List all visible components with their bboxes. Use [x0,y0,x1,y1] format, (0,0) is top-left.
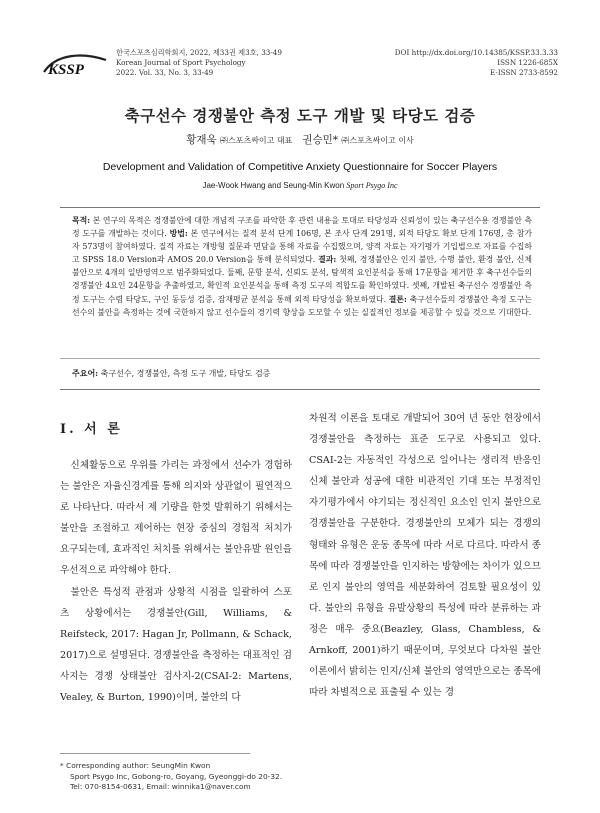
result-text: 첫째, 경쟁불안은 인지 불안, 수행 불안, 환경 불안, 신체 불안으로 4개의 일반영역으로 범주화되었다. 둘째, 문항 분석, 신뢰도 분석, 탐색적 요인분석을 통해 17문항을 제거한 후 축구선수들의 경쟁불안 4요인 24문항을 추출하였고, 확인적 요인분석을 통해 측정 도구의 적합도를 확인하였다. 셋째, 개발된 축구선수 경쟁불안 측정 도구는 수렴 타당도, 구인 동등성 검증, 잠재평균 분석을 통해 외적 타당성을 확보하였다. [72,255,532,304]
footnote [60,761,282,793]
method-text: 본 연구에서는 질적 분석 단계 106명, 본 조사 단계 291명, 외적 타당도 확보 단계 176명, 총 참가자 573명이 참여하였다. 질적 자료는 개방형 질문과 면담을 통해 자료를 수집했으며, 양적 자료는 자기평가 기입법으로 자료를 수집하고 SPSS 18.0 Version과 AMOS 20.0 Version을 통해 분석되었다. [72,229,532,265]
result-label: 결과: [318,255,337,265]
abstract [72,214,532,319]
journal-identifiers [395,48,558,78]
right-paragraph: 차원적 이론을 토대로 개발되어 30여 년 동안 현장에서 경쟁불안을 측정하는 표준 도구로 사용되고 있다. CSAI-2는 자동적인 각성으로 일어나는 생리적 반응인 신체 불안과 성공에 대한 비관적인 기대 또는 부정적인 자기평가에서 야기되는 정신적인 요소인 인지 불안으로 경쟁불안을 구분한다. 경쟁불안의 모체가 되는 경쟁의 형태와 유형은 운동 종목에 따라 서로 다르다. 따라서 종목에 따라 경쟁불안을 인지하는 방향에는 차이가 있으므로 인지 불안의 영역을 세분화하여 검토할 필요성이 있다. 불안의 유형을 유발상황의 특성에 따라 분류하는 과정은 매우 중요(Beazley, Glass, Chambless, & Arnkoff, 2001)하기 때문이며, 무엇보다 다차원 불안이론에서 밝히는 인지/신체 불안의 영역만으로는 종목에 따라 차별적으로 표출될 수 있는 경 [309,413,541,699]
left-column [60,455,292,708]
english-title: Development and Validation of Competitive Anxiety Questionnaire for Soccer Players [102,161,498,173]
conclusion-text: 축구선수들의 경쟁불안 측정 도구는 선수의 불안을 측정하는 것에 국한하지 않고 선수들의 경기력 향상을 도모할 수 있는 실질적인 정보를 제공할 수 있을 것으로 기대한다. [72,294,533,317]
method-label: 방법: [169,229,188,239]
left-paragraph-1: 신체활동으로 우위를 가리는 과정에서 선수가 경험하는 불안은 자율신경계를 통해 의지와 상관없이 필연적으로 나타난다. 따라서 제 기량을 한껏 발휘하기 위해서는 불안을 조절하고 제어하는 현장 중심의 경험적 처치가 요구되는데, 효과적인 처치를 위해서는 불안유발 원인을 우선적으로 파악해야 한다. [60,460,292,577]
author-2-affiliation: ㈜스포츠싸이고 이사 [341,136,414,145]
journal-line1: 한국스포츠심리학회지, 2022, 제33권 제3호, 33-49 [116,48,282,57]
paper-title: 축구선수 경쟁불안 측정 도구 개발 및 타당도 검증 [124,107,476,125]
keywords [72,368,532,379]
keywords-label: 주요어: [72,368,99,378]
purpose-text: 본 연구의 목적은 경쟁불안에 대한 개념적 구조를 파악한 후 관련 내용을 토대로 타당성과 신뢰성이 있는 축구선수용 경쟁불안 측정 도구를 개발하는 것이다. [72,216,532,239]
abstract-bottom-rule [60,389,540,390]
right-column [309,408,541,703]
doi: DOI http://dx.doi.org/10.14385/KSSP.33.3.33 [394,48,558,57]
journal-line2: Korean Journal of Sport Psychology [116,58,246,67]
footnote-line1: * Corresponding author: SeungMin Kwon [60,761,211,770]
footnote-rule [60,753,250,754]
author-1-affiliation: ㈜스포츠싸이고 대표 [219,136,293,145]
eissn: E-ISSN 2733-8592 [490,68,558,77]
journal-citation [116,48,282,78]
purpose-label: 목적: [72,216,91,225]
abstract-top-rule [60,207,540,208]
english-authors-line [0,181,600,190]
footnote-line3: Tel: 070-8154-0631, Email: winnika1@naver.com [70,782,251,791]
logo-text: KSSP [48,62,84,78]
issn: ISSN 1226-685X [497,58,558,67]
conclusion-label: 결론: [388,294,407,304]
abstract-mid-rule [60,358,540,359]
footnote-line2: Sport Psygo Inc, Gobong-ro, Goyang, Gyeonggi-do 20-32. [70,771,283,781]
left-paragraph-2: 불안은 특성적 관점과 상황적 시점을 일괄하여 스포츠 상황에서는 경쟁불안(Gill, Williams, & Reifsteck, 2017: Hagan Jr, Pollmann, & Schack, 2017)으로 설명된다. 경쟁불안을 측정하는 대표적인 검사지는 경쟁 상태불안 검사지-2(CSAI-2: Martens, Vealey, & Burton, 1990)이며, 불안의 다 [60,586,292,704]
author-2: 권승민* [302,134,339,146]
journal-header [42,48,558,92]
author-line [0,132,600,147]
journal-line3: 2022. Vol. 33, No. 3, 33-49 [116,68,214,77]
english-affiliation: Sport Psygo Inc [346,181,398,190]
english-authors: Jae-Wook Hwang and Seung-Min Kwon [202,181,345,190]
author-1: 황재욱 [186,134,217,146]
keywords-text: 축구선수, 경쟁불안, 측정 도구 개발, 타당도 검증 [98,369,271,378]
section-heading: I. 서 론 [60,422,123,437]
journal-logo [42,50,108,80]
